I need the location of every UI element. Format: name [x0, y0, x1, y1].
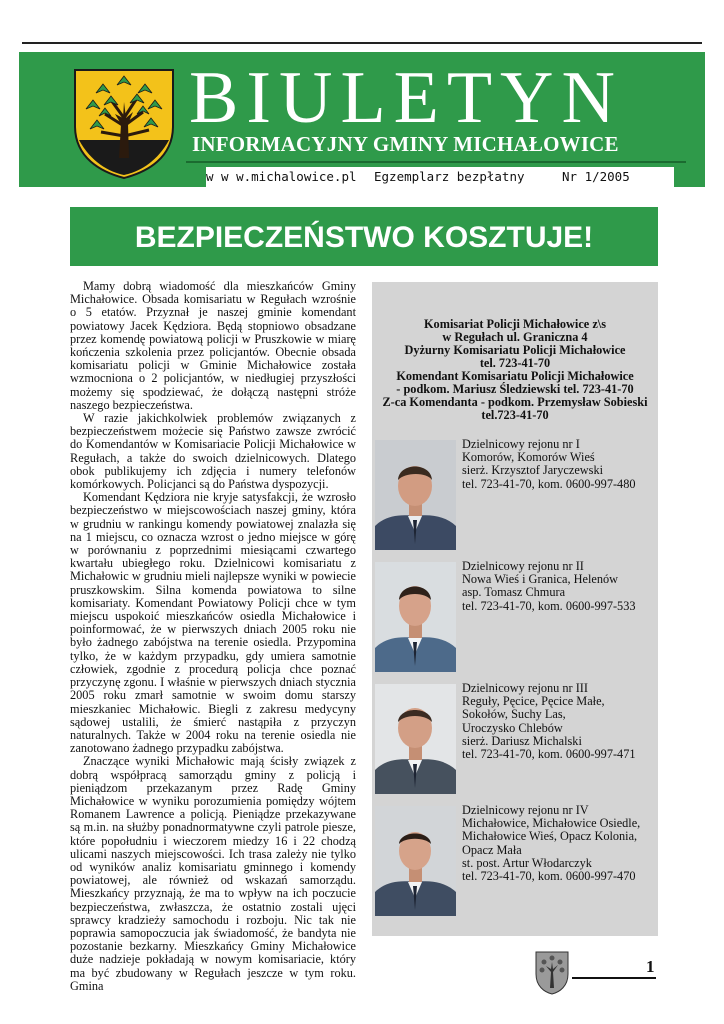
- officer-line: Dzielnicowy rejonu nr II: [462, 559, 584, 573]
- contact-line: tel. 723-41-70: [479, 356, 551, 370]
- officer-line: Komorów, Komorów Wieś: [462, 450, 595, 465]
- gmina-crest-icon: [71, 66, 177, 180]
- issue-number: Nr 1/2005: [562, 169, 630, 184]
- contact-line: - podkom. Mariusz Śledziewski tel. 723-41-70: [396, 382, 634, 396]
- officer-line: tel. 723-41-70, kom. 0600-997-533: [462, 598, 636, 613]
- officer-line: sierż. Krzysztof Jaryczewski: [462, 463, 604, 478]
- officer-info: [462, 682, 658, 761]
- contact-line: Z-ca Komendanta - podkom. Przemysław Sobieski: [382, 395, 648, 409]
- officer-line: Michałowice Wieś, Opacz Kolonia,: [462, 829, 638, 844]
- masthead-divider: [186, 161, 686, 163]
- masthead-title: BIULETYN: [189, 57, 623, 139]
- officer-line: Nowa Wieś i Granica, Helenów: [462, 572, 619, 587]
- website-link[interactable]: w w w.michalowice.pl: [206, 169, 357, 184]
- copy-note: Egzemplarz bezpłatny: [374, 169, 525, 184]
- article-paragraph: Komendant Kędziora nie kryje satysfakcji, że wzrosło bezpieczeństwo w miejscowościach naszej gminy, która w grudniu w rankingu komendy powiatowej znalazła się na 1 miejscu, co oznacza wzrost o jedno miejsce w górę w porównaniu z poprzednimi miesiącami czwartego kwartału ubiegłego roku. Dzielnicowi komisariatu z Michałowic w grudniu mieli najlepsze wyniki w powiecie pruszkowskim. Silna komenda powiatowa to silne komisariaty. Komendant Powiatowy Policji chce w tym miejscu uspokoić mieszkańców osiedla Michałowice i poinformować, że w pierwszych dniach 2005 roku nie było żadnego zabójstwa na terenie osiedla. Przypomina tylko, że w każdym przypadku, gdy umiera samotnie człowiek, zgodnie z procedurą policja chce poznać przyczynę zgonu. I właśnie w pierwszych dniach stycznia 2005 roku zmarł samotnie w swoim domu starszy mieszkaniec Michałowic. Biegli z zakresu medycyny sądowej ustalili, że śmierć nastąpiła z przyczyn naturalnych. Także w 2004 roku na terenie osiedla nie zanotowano żadnego przypadku zabójstwa.: [70, 490, 356, 756]
- officer-line: Opacz Mała: [462, 842, 522, 857]
- article-headline: BEZPIECZEŃSTWO KOSZTUJE!: [134, 221, 594, 254]
- headline-band: [70, 207, 658, 266]
- masthead-subtitle: INFORMACYJNY GMINY MICHAŁOWICE: [192, 132, 619, 156]
- article-paragraph: W razie jakichkolwiek problemów związanych z bezpieczeństwem możecie się Państwo zawsze zwrócić do Komendantów w Komisariacie Policji Michałowice w Regułach, a także do swoich dzielnicowych. Dlatego obok publikujemy ich zdjęcia i numery telefonów komórkowych. Policjanci są do Państwa dyspozycji.: [70, 411, 356, 492]
- officer-photo: [375, 562, 456, 672]
- footer-rule: [572, 977, 656, 979]
- officer-info: [462, 438, 658, 491]
- top-rule: [22, 42, 702, 44]
- officer-line: asp. Tomasz Chmura: [462, 585, 566, 600]
- contact-line: Komendant Komisariatu Policji Michałowice: [396, 369, 634, 383]
- officer-line: tel. 723-41-70, kom. 0600-997-480: [462, 476, 636, 491]
- article-paragraph: Znaczące wyniki Michałowic mają ścisły związek z dobrą współpracą samorządu gminy z policją i pieniądzom przekazanym przez Radę Gminy Michałowice w wyniku porozumienia pomiędzy wójtem Romanem Lawrence a policją. Pieniądze przekazywane są m.in. na służby ponadnormatywne czyli patrole piesze, które popołudniu i wieczorem miedzy 16 i 22 chodzą ulicami naszych miejscowości. Ich trasa zależy nie tylko od wyników analiz komisariatu gminnego i komendy powiatowej, ale również od wskazań samorządu. Mieszkańcy przyznają, że ma to wpływ na ich poczucie bezpieczeństwa, zwłaszcza, że ostatnio zostali ujęci sprawcy kradzieży samochodu i rozboju. Nic tak nie poprawia samopoczucia jak świadomość, że bandyta nie pozostanie bezkarny. Mieszkańcy Gminy Michałowice duże nadzieje pokładają w nowym komisariacie, który ma być zbudowany w Regułach jeszcze w tym roku. Gmina: [70, 754, 356, 993]
- officer-photo: [375, 440, 456, 550]
- officer-line: Dzielnicowy rejonu nr I: [462, 437, 580, 451]
- issue-info-strip: [206, 167, 674, 187]
- officer-line: sierż. Dariusz Michalski: [462, 733, 582, 748]
- contact-line: tel.723-41-70: [481, 408, 549, 422]
- contact-line: w Regułach ul. Graniczna 4: [442, 330, 588, 344]
- officer-line: Uroczysko Chlebów: [462, 720, 563, 735]
- officer-info: [462, 804, 658, 883]
- article-body: [70, 280, 356, 993]
- officer-line: tel. 723-41-70, kom. 0600-997-470: [462, 869, 636, 884]
- officer-line: Dzielnicowy rejonu nr IV: [462, 803, 589, 817]
- contact-line: Dyżurny Komisariatu Policji Michałowice: [404, 343, 626, 357]
- officer-photo: [375, 806, 456, 916]
- page-number: 1: [646, 957, 655, 976]
- officer-line: Sokołów, Suchy Las,: [462, 707, 566, 722]
- officer-line: Reguły, Pęcice, Pęcice Małe,: [462, 694, 605, 709]
- footer-crest-icon: [534, 950, 570, 996]
- officer-line: Dzielnicowy rejonu nr III: [462, 681, 588, 695]
- police-contacts-sidebar: [372, 282, 658, 936]
- officer-photo: [375, 684, 456, 794]
- officer-info: [462, 560, 658, 613]
- contact-line: Komisariat Policji Michałowice z\s: [423, 317, 606, 331]
- officer-line: tel. 723-41-70, kom. 0600-997-471: [462, 747, 636, 762]
- article-paragraph: Mamy dobrą wiadomość dla mieszkańców Gminy Michałowice. Obsada komisariatu w Regułach wzrośnie o 5 etatów. Przyznał je naszej gminie komendant powiatowy Jacek Kędziora. Będą stopniowo obsadzane przez komendę powiatową policji w Pruszkowie w miarę kończenia szkolenia przez policjantów. Obecnie obsada komisariatu policji w Gminie Michałowice została wzmocniona o 2 policjantów, w niedługiej przyszłości możemy się spodziewać, że dołączą następni stróże naszego bezpieczeństwa.: [70, 279, 356, 412]
- officer-line: st. post. Artur Włodarczyk: [462, 855, 592, 870]
- officer-line: Michałowice, Michałowice Osiedle,: [462, 816, 641, 831]
- station-contact-block: [380, 318, 650, 422]
